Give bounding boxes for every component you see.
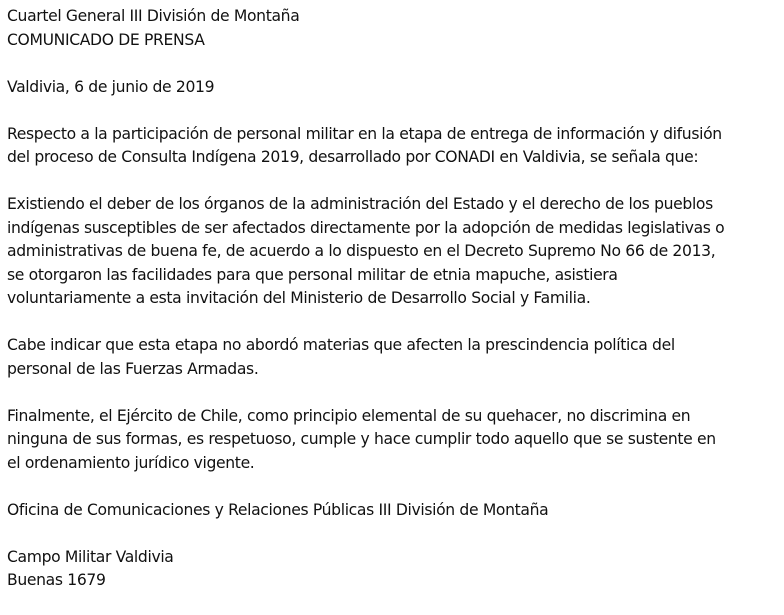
header-organization: Cuartel General III División de Montaña [7, 7, 300, 25]
body-paragraph-1: Existiendo el deber de los órganos de la administración del Estado y el derecho de los pueblos indígenas susceptibles de ser afectados directamente por la adopción de medidas legislativas o administrativas de buena fe, de acuerdo a lo dispuesto en el Decreto Supremo No 66 de 2013, se otorgaron las facilidades para que personal militar de etnia mapuche, asistiera voluntariamente a esta invitación del Ministerio de Desarrollo Social y Familia. [7, 195, 725, 307]
date-line: Valdivia, 6 de junio de 2019 [7, 77, 215, 96]
signature-line: Oficina de Comunicaciones y Relaciones Públicas III División de Montaña [7, 500, 549, 519]
body-paragraph-2: Cabe indicar que esta etapa no abordó materias que afecten la prescindencia política del personal de las Fuerzas Armadas. [7, 336, 675, 378]
address-block [7, 546, 779, 593]
header-document-type: COMUNICADO DE PRENSA [7, 30, 205, 49]
body-paragraph-3: Finalmente, el Ejército de Chile, como principio elemental de su quehacer, no discrimina en ninguna de sus formas, es respetuoso, cumple y hace cumplir todo aquello que se sustente en el ordenamiento jurídico vigente. [7, 406, 716, 472]
intro-paragraph: Respecto a la participación de personal militar en la etapa de entrega de información y difusión del proceso de Consulta Indígena 2019, desarrollado por CONADI en Valdivia, se señala que: [7, 124, 722, 166]
address-line-2: Buenas 1679 [7, 571, 106, 589]
document-header [7, 5, 779, 52]
press-release-document [7, 5, 779, 593]
address-line-1: Campo Militar Valdivia [7, 547, 174, 566]
